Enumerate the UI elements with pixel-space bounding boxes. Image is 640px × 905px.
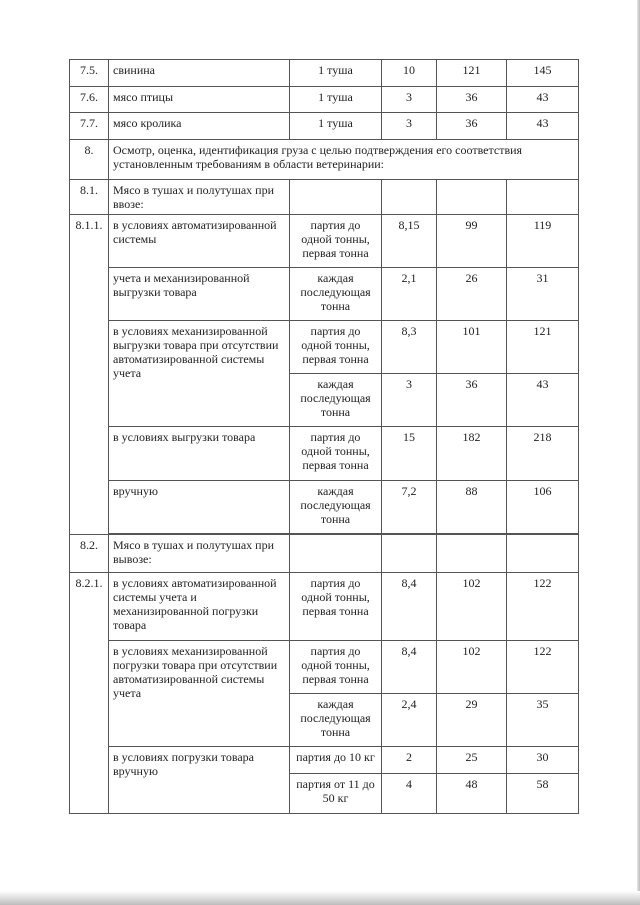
- row-value-2: 36: [437, 87, 507, 113]
- row-name: в условиях погрузки товара вручную: [109, 747, 290, 814]
- row-value-2: 102: [437, 641, 507, 694]
- row-value-1: 4: [382, 774, 437, 814]
- row-value-3: 43: [507, 87, 579, 113]
- row-unit: каждая последующая тонна: [290, 694, 382, 747]
- row-value-2: 36: [437, 374, 507, 427]
- row-value-3: 43: [507, 113, 579, 140]
- row-unit: 1 туша: [290, 87, 382, 113]
- row-value-1: 8,4: [382, 573, 437, 641]
- row-value-2: 29: [437, 694, 507, 747]
- row-value-2: 182: [437, 427, 507, 481]
- row-unit: партия от 11 до 50 кг: [290, 774, 382, 814]
- row-value-3: 122: [507, 573, 579, 641]
- row-name: в условиях выгрузки товара: [109, 427, 290, 481]
- row-value-3: 43: [507, 374, 579, 427]
- section-row: [70, 140, 579, 180]
- row-value-1: 10: [382, 60, 437, 87]
- row-unit: партия до одной тонны, первая тонна: [290, 427, 382, 481]
- row-unit: партия до одной тонны, первая тонна: [290, 641, 382, 694]
- row-value-2: 102: [437, 573, 507, 641]
- table-row: [70, 321, 579, 374]
- tariff-table: [69, 59, 579, 814]
- row-unit: каждая последующая тонна: [290, 268, 382, 321]
- table-row: [70, 747, 579, 774]
- row-value-1: 2,1: [382, 268, 437, 321]
- row-value-1: 8,3: [382, 321, 437, 374]
- row-unit: каждая последующая тонна: [290, 374, 382, 427]
- row-value-3: 218: [507, 427, 579, 481]
- section-title: Осмотр, оценка, идентификация груза с целью подтверждения его соответствия установленным требованиям в области ветеринарии:: [109, 140, 579, 180]
- row-value-3: 31: [507, 268, 579, 321]
- table-row: [70, 481, 579, 534]
- row-name: в условиях автоматизированной системы учета и механизированной погрузки товара: [109, 573, 290, 641]
- row-value-3: 121: [507, 321, 579, 374]
- row-value-1: 7,2: [382, 481, 437, 534]
- row-value-3: 106: [507, 481, 579, 534]
- row-name: мясо птицы: [109, 87, 290, 113]
- row-number: 7.7.: [70, 113, 109, 140]
- table-row: [70, 87, 579, 113]
- row-unit: партия до одной тонны, первая тонна: [290, 321, 382, 374]
- table-row: [70, 268, 579, 321]
- row-value-1: 2,4: [382, 694, 437, 747]
- row-name: свинина: [109, 60, 290, 87]
- section-row: [70, 180, 579, 215]
- section-number: 8.: [70, 140, 109, 180]
- row-unit: 1 туша: [290, 113, 382, 140]
- section-title: Мясо в тушах и полутушах при ввозе:: [109, 180, 290, 215]
- section-row: [70, 535, 579, 573]
- table-row: [70, 113, 579, 140]
- table-row: [70, 215, 579, 268]
- row-number: 8.2.1.: [70, 573, 109, 814]
- row-value-2: 101: [437, 321, 507, 374]
- row-unit: партия до 10 кг: [290, 747, 382, 774]
- row-value-1: 15: [382, 427, 437, 481]
- row-value-2: 25: [437, 747, 507, 774]
- row-value-1: 8,4: [382, 641, 437, 694]
- table-row: [70, 60, 579, 87]
- row-value-1: 2: [382, 747, 437, 774]
- row-name: мясо кролика: [109, 113, 290, 140]
- row-value-1: 8,15: [382, 215, 437, 268]
- row-value-3: 122: [507, 641, 579, 694]
- row-number: 7.6.: [70, 87, 109, 113]
- row-value-2: 99: [437, 215, 507, 268]
- section-number: 8.1.: [70, 180, 109, 215]
- row-value-2: 121: [437, 60, 507, 87]
- row-unit: 1 туша: [290, 60, 382, 87]
- row-unit: каждая последующая тонна: [290, 481, 382, 534]
- row-name: учета и механизированной выгрузки товара: [109, 268, 290, 321]
- row-number: 8.1.1.: [70, 215, 109, 535]
- table-row: [70, 427, 579, 481]
- page-edge-bottom: [0, 891, 640, 905]
- table-row: [70, 573, 579, 641]
- section-number: 8.2.: [70, 535, 109, 573]
- row-value-3: 58: [507, 774, 579, 814]
- row-name: вручную: [109, 481, 290, 534]
- row-value-1: 3: [382, 374, 437, 427]
- row-value-3: 30: [507, 747, 579, 774]
- row-number: 7.5.: [70, 60, 109, 87]
- row-name: в условиях механизированной погрузки товара при отсутствии автоматизированной системы учета: [109, 641, 290, 747]
- row-unit: партия до одной тонны, первая тонна: [290, 573, 382, 641]
- row-value-3: 145: [507, 60, 579, 87]
- row-value-2: 36: [437, 113, 507, 140]
- row-value-1: 3: [382, 87, 437, 113]
- table-row: [70, 641, 579, 694]
- row-value-3: 35: [507, 694, 579, 747]
- row-value-2: 26: [437, 268, 507, 321]
- row-value-2: 48: [437, 774, 507, 814]
- row-value-2: 88: [437, 481, 507, 534]
- row-value-3: 119: [507, 215, 579, 268]
- section-title: Мясо в тушах и полутушах при вывозе:: [109, 535, 290, 573]
- row-value-1: 3: [382, 113, 437, 140]
- row-name: в условиях механизированной выгрузки товара при отсутствии автоматизированной системы учета: [109, 321, 290, 427]
- row-name: в условиях автоматизированной системы: [109, 215, 290, 268]
- row-unit: партия до одной тонны, первая тонна: [290, 215, 382, 268]
